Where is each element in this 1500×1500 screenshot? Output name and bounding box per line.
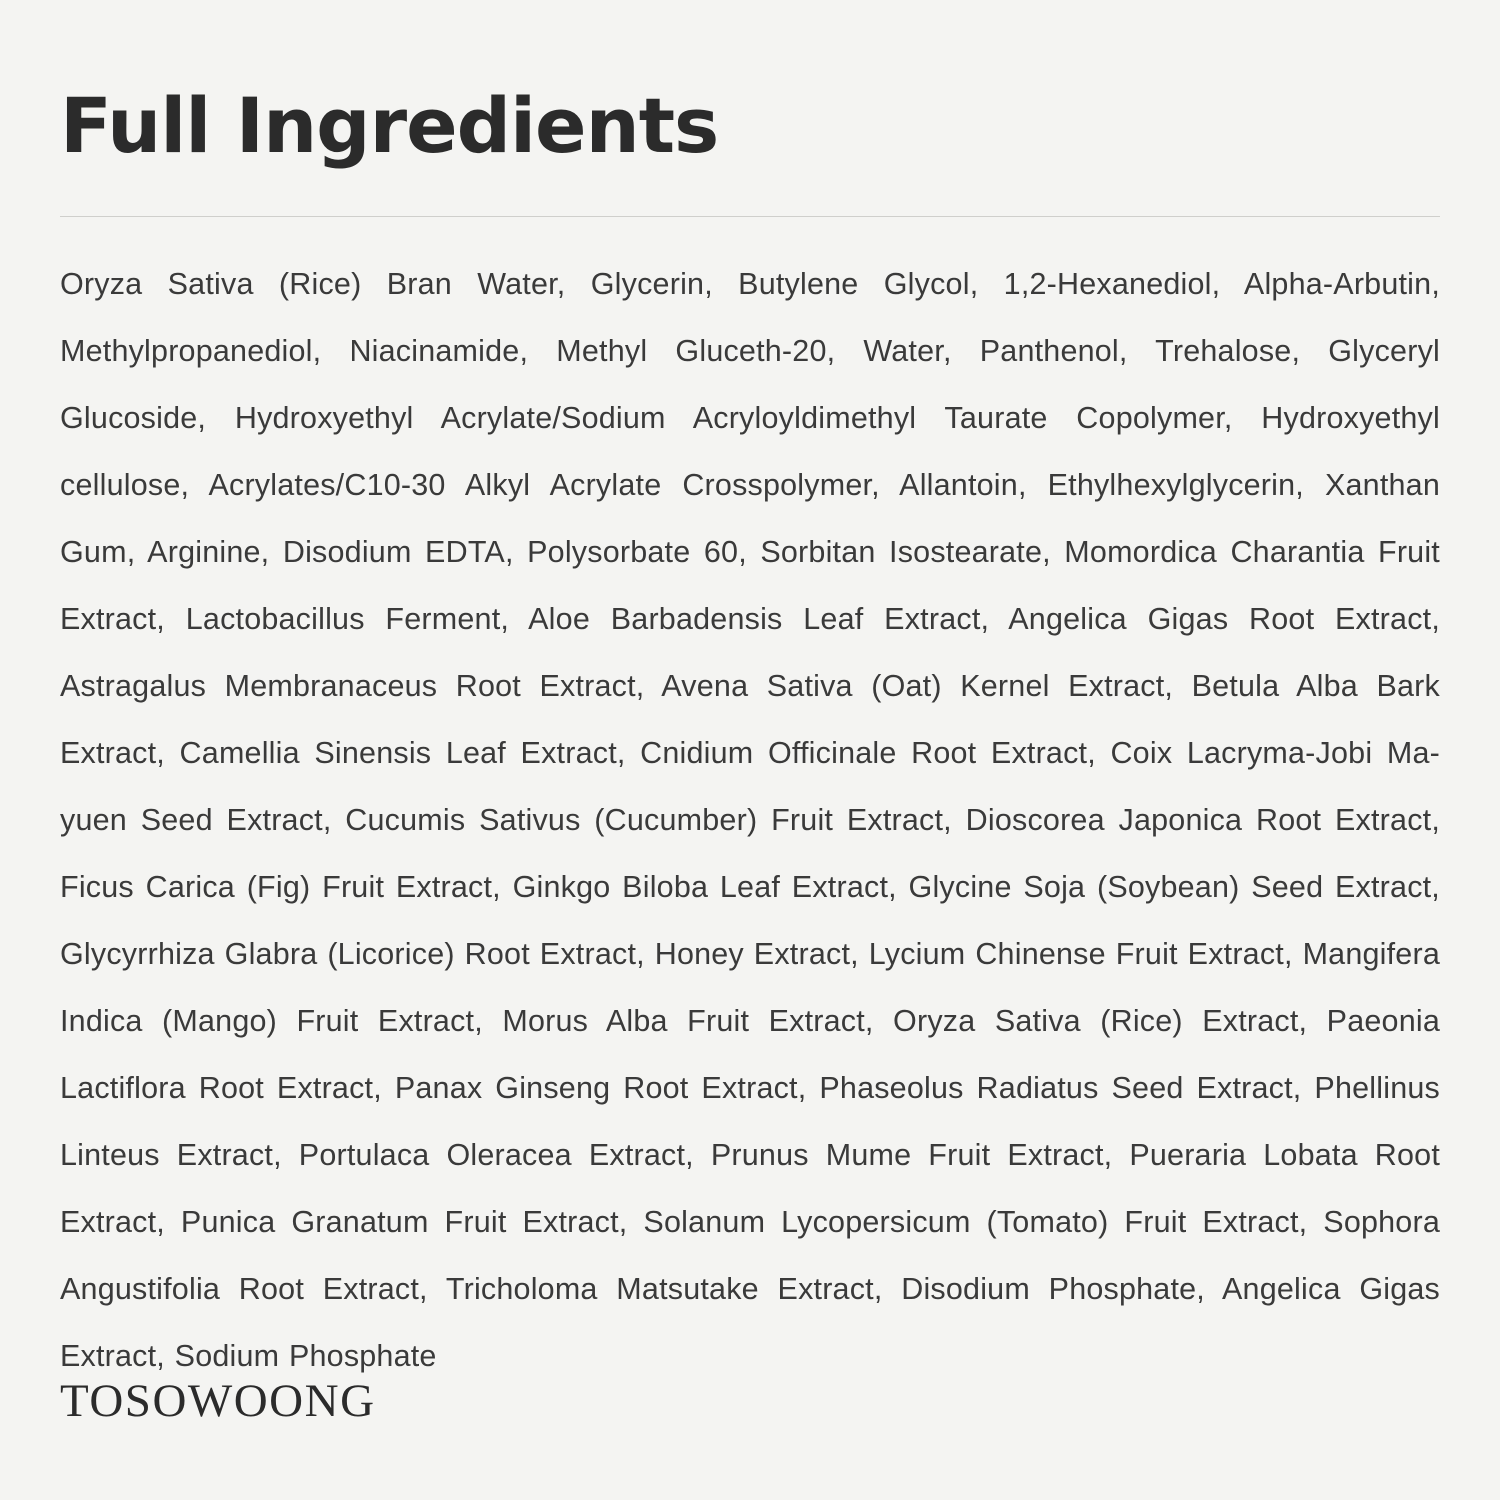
page-title: Full Ingredients (60, 81, 719, 170)
title-divider (60, 216, 1440, 217)
ingredients-list-text: Oryza Sativa (Rice) Bran Water, Glycerin, Butylene Glycol, 1,2-Hexanediol, Alpha-Arbutin, Methylpropanediol, Niacinamide, Methyl Gluceth-20, Water, Panthenol, Trehalose, Glyceryl Glucoside, Hydroxyethyl Acrylate/Sodium Acryloyldimethyl Taurate Copolymer, Hydroxyethyl cellulose, Acrylates/C10-30 Alkyl Acrylate Crosspolymer, Allantoin, Ethylhexylglycerin, Xanthan Gum, Arginine, Disodium EDTA, Polysorbate 60, Sorbitan Isostearate, Momordica Charantia Fruit Extract, Lactobacillus Ferment, Aloe Barbadensis Leaf Extract, Angelica Gigas Root Extract, Astragalus Membranaceus Root Extract, Avena Sativa (Oat) Kernel Extract, Betula Alba Bark Extract, Camellia Sinensis Leaf Extract, Cnidium Officinale Root Extract, Coix Lacryma-Jobi Ma-yuen Seed Extract, Cucumis Sativus (Cucumber) Fruit Extract, Dioscorea Japonica Root Extract, Ficus Carica (Fig) Fruit Extract, Ginkgo Biloba Leaf Extract, Glycine Soja (Soybean) Seed Extract, Glycyrrhiza Glabra (Licorice) Root Extract, Honey Extract, Lycium Chinense Fruit Extract, Mangifera Indica (Mango) Fruit Extract, Morus Alba Fruit Extract, Oryza Sativa (Rice) Extract, Paeonia Lactiflora Root Extract, Panax Ginseng Root Extract, Phaseolus Radiatus Seed Extract, Phellinus Linteus Extract, Portulaca Oleracea Extract, Prunus Mume Fruit Extract, Pueraria Lobata Root Extract, Punica Granatum Fruit Extract, Solanum Lycopersicum (Tomato) Fruit Extract, Sophora Angustifolia Root Extract, Tricholoma Matsutake Extract, Disodium Phosphate, Angelica Gigas Extract, Sodium Phosphate (60, 267, 1440, 1373)
brand-logo-wordmark: TOSOWOONG (60, 1375, 376, 1427)
